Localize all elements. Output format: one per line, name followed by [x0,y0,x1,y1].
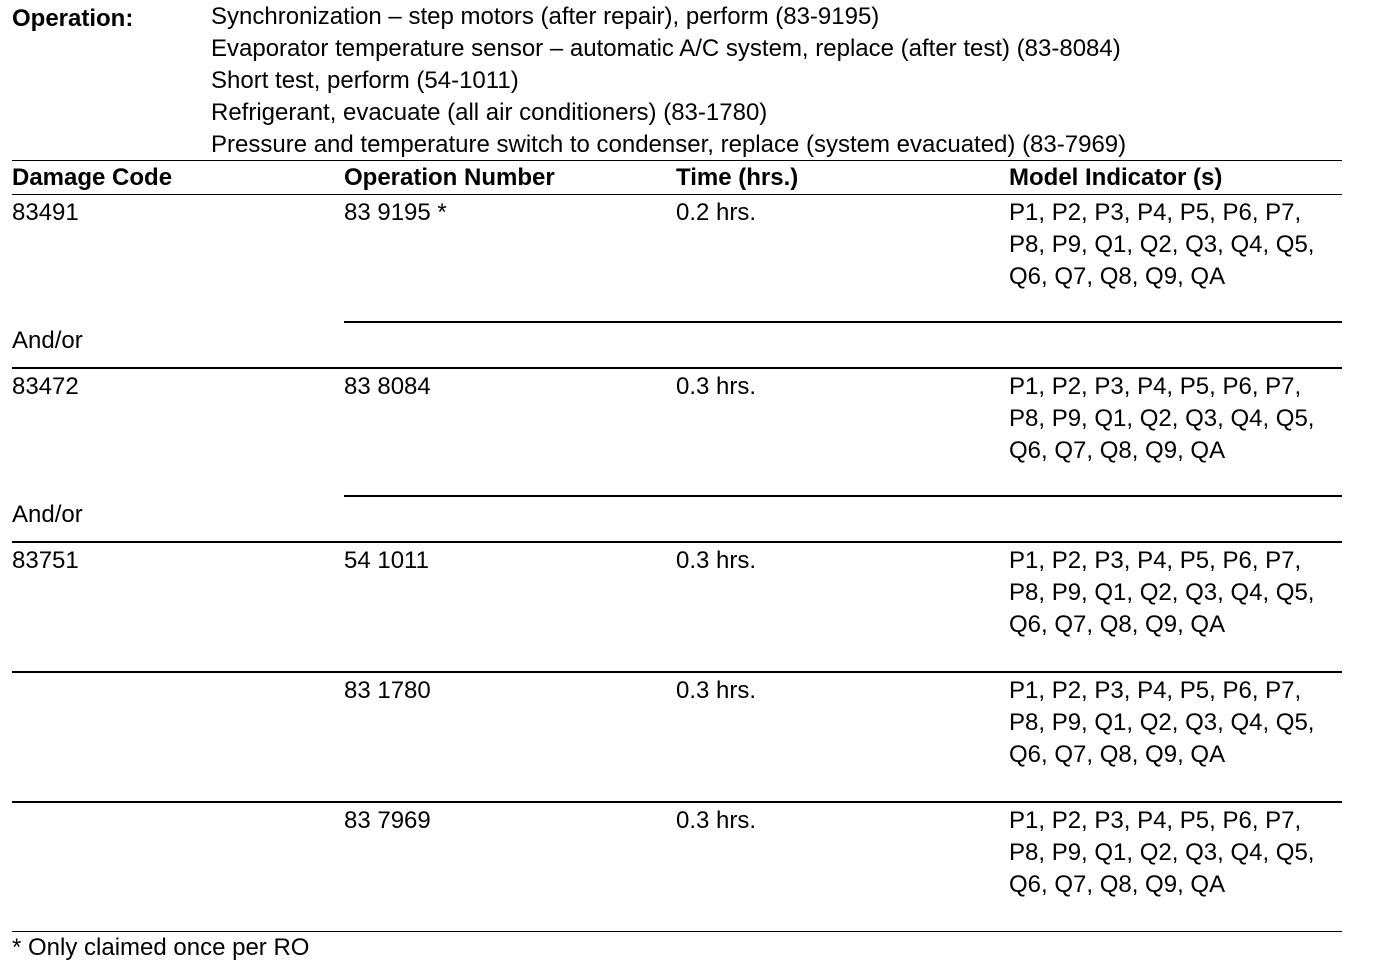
header-model-indicator: Model Indicator (s) [1009,163,1223,191]
damage-code: 83491 [12,199,79,226]
time-value: 0.3 hrs. [676,373,757,400]
header-operation-number: Operation Number [344,163,555,191]
operation-list [211,1,1342,161]
table-row [12,803,1342,931]
operation-line: Evaporator temperature sensor – automatic A/C system, replace (after test) (83-8084) [211,35,1121,62]
operation-line: Pressure and temperature switch to condenser, replace (system evacuated) (83-7969) [211,131,1127,158]
table-row [12,369,1342,497]
model-cell [1009,673,1342,801]
header-damage-code: Damage Code [12,163,173,191]
operation-line: Refrigerant, evacuate (all air conditioners) (83-1780) [211,99,768,126]
table-row [12,543,1342,673]
document-page [12,0,1342,964]
operation-label: Operation: [12,5,134,32]
connector-row [12,497,1342,543]
table-row [12,195,1342,323]
labor-table [12,160,1342,964]
model-indicators: P1, P2, P3, P4, P5, P6, P7, P8, P9, Q1, Q2, Q3, Q4, Q5, Q6, Q7, Q8, Q9, QA [1009,199,1315,290]
model-indicators: P1, P2, P3, P4, P5, P6, P7, P8, P9, Q1, Q2, Q3, Q4, Q5, Q6, Q7, Q8, Q9, QA [1009,807,1315,898]
time-value: 0.2 hrs. [676,199,757,226]
footnote: * Only claimed once per RO [12,931,1342,964]
time-value: 0.3 hrs. [676,807,757,834]
operation-line: Synchronization – step motors (after repair), perform (83-9195) [211,3,880,30]
model-indicators: P1, P2, P3, P4, P5, P6, P7, P8, P9, Q1, Q2, Q3, Q4, Q5, Q6, Q7, Q8, Q9, QA [1009,547,1315,638]
operation-number: 83 7969 [344,807,431,834]
model-cell [1009,803,1342,931]
operation-number: 83 1780 [344,677,431,704]
connector-text: And/or [12,327,83,354]
table-header [12,160,1342,195]
damage-code [12,673,344,801]
operation-number: 83 9195 * [344,199,447,226]
model-cell [1009,543,1342,671]
operation-number: 83 8084 [344,373,431,400]
time-value: 0.3 hrs. [676,677,757,704]
operation-section [12,0,1342,160]
model-indicators: P1, P2, P3, P4, P5, P6, P7, P8, P9, Q1, Q2, Q3, Q4, Q5, Q6, Q7, Q8, Q9, QA [1009,677,1315,768]
model-cell [1009,369,1342,497]
damage-code: 83751 [12,547,79,574]
connector-row [12,323,1342,369]
model-indicators: P1, P2, P3, P4, P5, P6, P7, P8, P9, Q1, Q2, Q3, Q4, Q5, Q6, Q7, Q8, Q9, QA [1009,373,1315,464]
model-cell [1009,195,1342,323]
header-time: Time (hrs.) [676,163,799,191]
time-value: 0.3 hrs. [676,547,757,574]
damage-code [12,803,344,931]
connector-text: And/or [12,501,83,528]
operation-number: 54 1011 [344,547,429,574]
table-row [12,673,1342,803]
damage-code: 83472 [12,373,79,400]
operation-line: Short test, perform (54-1011) [211,67,519,94]
